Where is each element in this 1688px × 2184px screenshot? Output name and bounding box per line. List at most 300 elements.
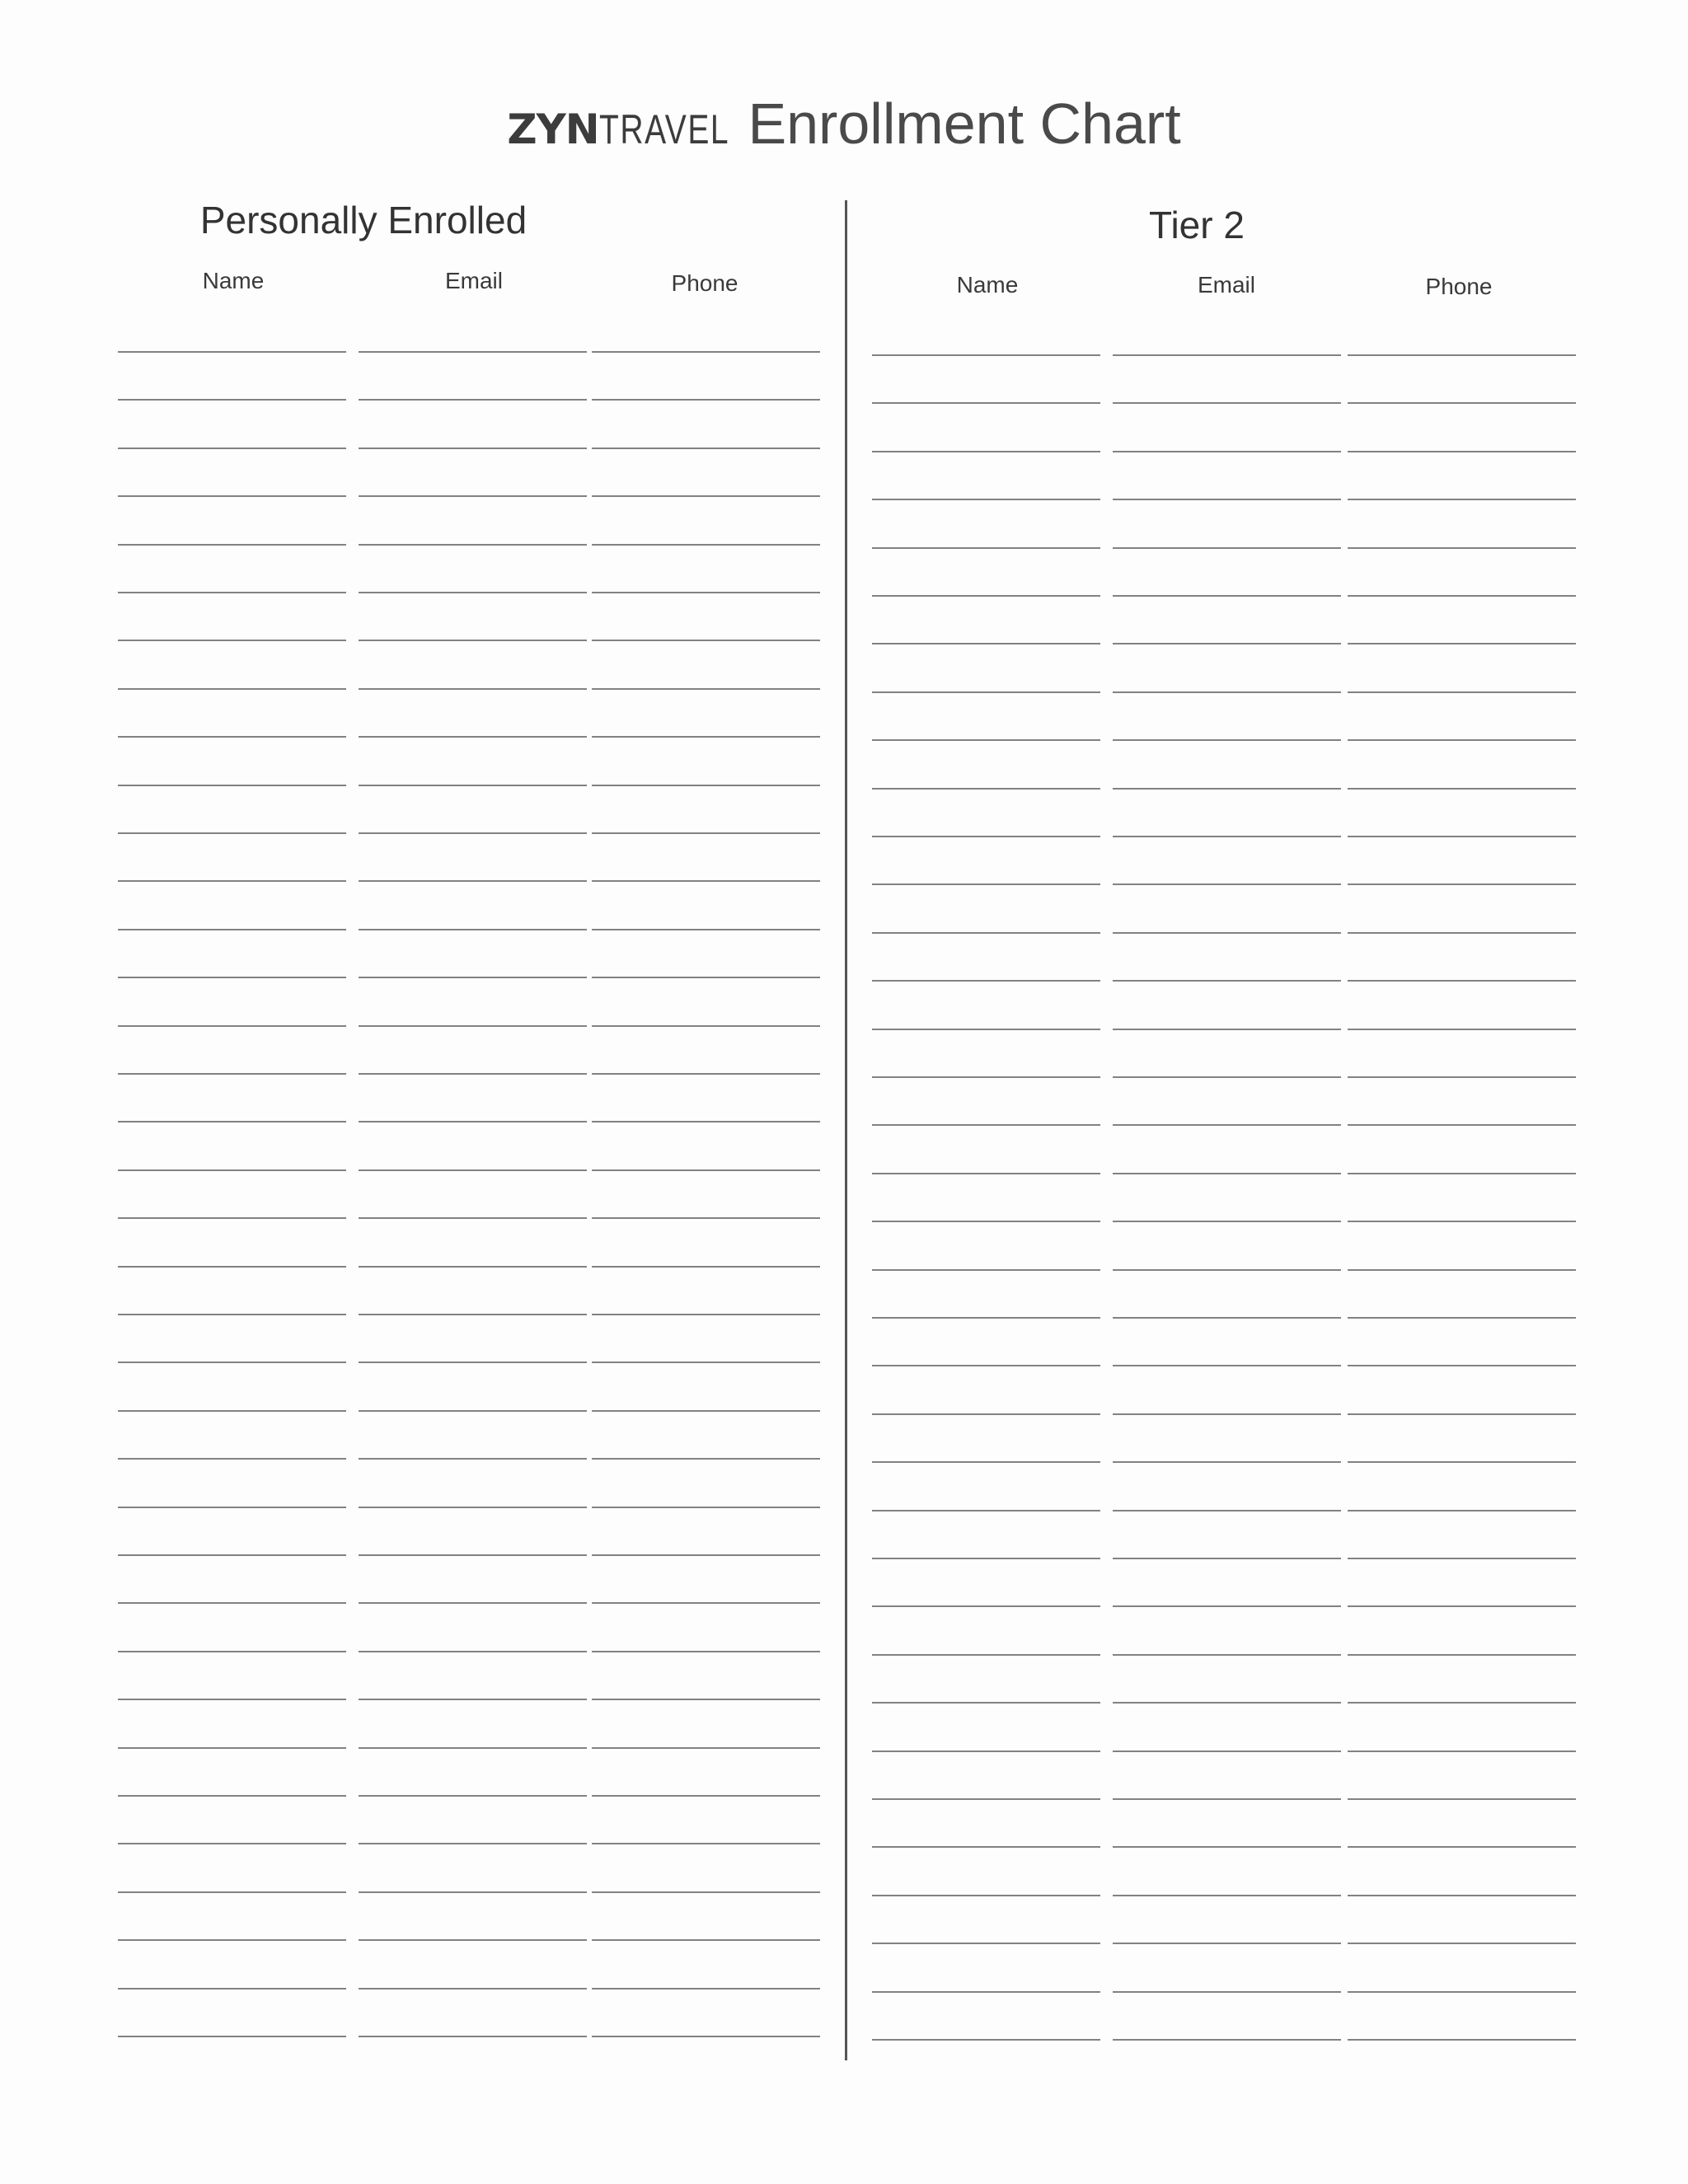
name-line[interactable] bbox=[872, 836, 1100, 837]
phone-line[interactable] bbox=[592, 351, 820, 353]
name-line[interactable] bbox=[118, 1121, 346, 1122]
entry-row bbox=[872, 595, 1578, 597]
personally-enrolled-section bbox=[118, 198, 823, 2060]
email-line[interactable] bbox=[359, 1891, 587, 1893]
entry-row bbox=[118, 1266, 823, 1268]
phone-line[interactable] bbox=[592, 1073, 820, 1075]
phone-line[interactable] bbox=[592, 1939, 820, 1941]
name-line[interactable] bbox=[872, 499, 1100, 500]
email-line[interactable] bbox=[1113, 1702, 1341, 1704]
email-line[interactable] bbox=[1113, 2039, 1341, 2041]
column-header-phone: Phone bbox=[671, 270, 738, 296]
entry-row bbox=[118, 399, 823, 401]
entry-row bbox=[118, 1988, 823, 1990]
email-line[interactable] bbox=[1113, 1269, 1341, 1271]
phone-line[interactable] bbox=[592, 1217, 820, 1219]
entry-row bbox=[118, 1795, 823, 1797]
email-line[interactable] bbox=[1113, 691, 1341, 693]
phone-line[interactable] bbox=[592, 495, 820, 497]
email-line[interactable] bbox=[359, 785, 587, 786]
phone-line[interactable] bbox=[592, 1314, 820, 1315]
phone-line[interactable] bbox=[592, 1361, 820, 1363]
entry-row bbox=[872, 1317, 1578, 1319]
name-line[interactable] bbox=[118, 1651, 346, 1652]
phone-line[interactable] bbox=[592, 448, 820, 449]
entry-row bbox=[872, 1461, 1578, 1463]
email-line[interactable] bbox=[1113, 1029, 1341, 1030]
chart-title: Enrollment Chart bbox=[748, 91, 1181, 156]
phone-line[interactable] bbox=[592, 592, 820, 593]
email-line[interactable] bbox=[359, 351, 587, 353]
phone-line[interactable] bbox=[592, 1266, 820, 1268]
phone-line[interactable] bbox=[592, 1747, 820, 1749]
email-line[interactable] bbox=[359, 1410, 587, 1412]
entry-row bbox=[118, 977, 823, 978]
name-line[interactable] bbox=[872, 1654, 1100, 1656]
entry-row bbox=[118, 929, 823, 930]
phone-line[interactable] bbox=[1348, 1605, 1576, 1607]
email-line[interactable] bbox=[359, 832, 587, 834]
phone-line[interactable] bbox=[1348, 1943, 1576, 1944]
email-line[interactable] bbox=[1113, 1895, 1341, 1896]
email-line[interactable] bbox=[359, 1169, 587, 1171]
entry-row bbox=[872, 739, 1578, 741]
email-line[interactable] bbox=[1113, 1605, 1341, 1607]
phone-line[interactable] bbox=[1348, 1510, 1576, 1511]
phone-line[interactable] bbox=[1348, 499, 1576, 500]
entry-row bbox=[118, 2036, 823, 2037]
entry-row bbox=[872, 1365, 1578, 1366]
entry-row bbox=[118, 1602, 823, 1604]
phone-line[interactable] bbox=[592, 929, 820, 930]
phone-line[interactable] bbox=[592, 1843, 820, 1844]
entry-row bbox=[118, 1073, 823, 1075]
entry-row bbox=[118, 785, 823, 786]
email-line[interactable] bbox=[1113, 980, 1341, 982]
phone-line[interactable] bbox=[1348, 1702, 1576, 1704]
phone-line[interactable] bbox=[592, 2036, 820, 2037]
email-line[interactable] bbox=[359, 1025, 587, 1027]
phone-line[interactable] bbox=[592, 544, 820, 546]
name-line[interactable] bbox=[118, 1025, 346, 1027]
phone-line[interactable] bbox=[1348, 1846, 1576, 1848]
email-line[interactable] bbox=[1113, 451, 1341, 452]
phone-line[interactable] bbox=[592, 1795, 820, 1797]
phone-line[interactable] bbox=[1348, 691, 1576, 693]
name-line[interactable] bbox=[872, 932, 1100, 934]
entry-row bbox=[872, 547, 1578, 549]
entry-row bbox=[872, 883, 1578, 885]
brand-logo bbox=[507, 105, 733, 153]
name-line[interactable] bbox=[118, 1554, 346, 1556]
entry-row bbox=[118, 1507, 823, 1508]
name-line[interactable] bbox=[872, 1991, 1100, 1993]
email-line[interactable] bbox=[1113, 1798, 1341, 1800]
phone-line[interactable] bbox=[1348, 1654, 1576, 1656]
entry-row bbox=[118, 351, 823, 353]
email-line[interactable] bbox=[359, 640, 587, 641]
name-line[interactable] bbox=[118, 929, 346, 930]
email-line[interactable] bbox=[359, 880, 587, 882]
name-line[interactable] bbox=[118, 1169, 346, 1171]
email-line[interactable] bbox=[359, 1843, 587, 1844]
phone-line[interactable] bbox=[1348, 1798, 1576, 1800]
name-line[interactable] bbox=[872, 739, 1100, 741]
name-line[interactable] bbox=[118, 832, 346, 834]
email-line[interactable] bbox=[359, 1554, 587, 1556]
name-line[interactable] bbox=[872, 788, 1100, 790]
name-line[interactable] bbox=[872, 1221, 1100, 1222]
email-line[interactable] bbox=[359, 592, 587, 593]
phone-line[interactable] bbox=[1348, 739, 1576, 741]
name-line[interactable] bbox=[872, 1895, 1100, 1896]
email-line[interactable] bbox=[1113, 499, 1341, 500]
name-line[interactable] bbox=[872, 451, 1100, 452]
entry-row bbox=[872, 354, 1578, 356]
name-line[interactable] bbox=[872, 980, 1100, 982]
email-line[interactable] bbox=[1113, 547, 1341, 549]
entry-row bbox=[872, 1029, 1578, 1030]
entry-row bbox=[118, 1699, 823, 1700]
email-line[interactable] bbox=[359, 1939, 587, 1941]
name-line[interactable] bbox=[118, 2036, 346, 2037]
name-line[interactable] bbox=[872, 1124, 1100, 1126]
phone-line[interactable] bbox=[1348, 788, 1576, 790]
name-line[interactable] bbox=[872, 1798, 1100, 1800]
phone-line[interactable] bbox=[1348, 883, 1576, 885]
email-line[interactable] bbox=[359, 1651, 587, 1652]
phone-line[interactable] bbox=[592, 399, 820, 401]
phone-line[interactable] bbox=[592, 1458, 820, 1460]
email-line[interactable] bbox=[359, 1361, 587, 1363]
entry-row bbox=[118, 1121, 823, 1122]
email-line[interactable] bbox=[1113, 1461, 1341, 1463]
email-line[interactable] bbox=[1113, 739, 1341, 741]
name-line[interactable] bbox=[872, 402, 1100, 404]
phone-line[interactable] bbox=[1348, 547, 1576, 549]
name-line[interactable] bbox=[872, 1413, 1100, 1415]
phone-line[interactable] bbox=[1348, 643, 1576, 644]
entry-row bbox=[118, 736, 823, 738]
entry-row bbox=[118, 1169, 823, 1171]
name-line[interactable] bbox=[872, 2039, 1100, 2041]
phone-line[interactable] bbox=[592, 1025, 820, 1027]
phone-line[interactable] bbox=[1348, 1365, 1576, 1366]
entry-row bbox=[872, 643, 1578, 644]
entry-row bbox=[872, 1943, 1578, 1944]
name-line[interactable] bbox=[118, 1699, 346, 1700]
phone-line[interactable] bbox=[1348, 1269, 1576, 1271]
email-line[interactable] bbox=[1113, 836, 1341, 837]
name-line[interactable] bbox=[872, 1076, 1100, 1078]
phone-line[interactable] bbox=[592, 1410, 820, 1412]
phone-line[interactable] bbox=[592, 1169, 820, 1171]
name-line[interactable] bbox=[118, 351, 346, 353]
entry-row bbox=[872, 1654, 1578, 1656]
email-line[interactable] bbox=[359, 399, 587, 401]
entry-row bbox=[872, 1798, 1578, 1800]
phone-line[interactable] bbox=[1348, 980, 1576, 982]
entry-row bbox=[872, 1221, 1578, 1222]
email-line[interactable] bbox=[1113, 1846, 1341, 1848]
email-line[interactable] bbox=[1113, 1750, 1341, 1752]
phone-line[interactable] bbox=[592, 785, 820, 786]
phone-line[interactable] bbox=[592, 1507, 820, 1508]
name-line[interactable] bbox=[872, 1558, 1100, 1559]
phone-line[interactable] bbox=[1348, 1317, 1576, 1319]
phone-line[interactable] bbox=[592, 736, 820, 738]
entry-row bbox=[118, 1554, 823, 1556]
name-line[interactable] bbox=[872, 1943, 1100, 1944]
email-line[interactable] bbox=[1113, 1317, 1341, 1319]
phone-line[interactable] bbox=[1348, 1029, 1576, 1030]
name-line[interactable] bbox=[872, 1365, 1100, 1366]
email-line[interactable] bbox=[359, 977, 587, 978]
name-line[interactable] bbox=[118, 1795, 346, 1797]
email-line[interactable] bbox=[1113, 1173, 1341, 1174]
email-line[interactable] bbox=[359, 1266, 587, 1268]
email-line[interactable] bbox=[359, 1602, 587, 1604]
name-line[interactable] bbox=[872, 1029, 1100, 1030]
entry-row bbox=[118, 1843, 823, 1844]
entry-row bbox=[872, 1269, 1578, 1271]
entry-row bbox=[872, 1750, 1578, 1752]
entry-row bbox=[872, 1558, 1578, 1559]
name-line[interactable] bbox=[118, 399, 346, 401]
name-line[interactable] bbox=[872, 1317, 1100, 1319]
email-line[interactable] bbox=[359, 1217, 587, 1219]
entry-row bbox=[872, 1702, 1578, 1704]
email-line[interactable] bbox=[1113, 1365, 1341, 1366]
phone-line[interactable] bbox=[1348, 1221, 1576, 1222]
name-line[interactable] bbox=[872, 1750, 1100, 1752]
phone-line[interactable] bbox=[592, 977, 820, 978]
column-header-name: Name bbox=[956, 272, 1019, 298]
email-line[interactable] bbox=[359, 1795, 587, 1797]
email-line[interactable] bbox=[1113, 932, 1341, 934]
name-line[interactable] bbox=[118, 1361, 346, 1363]
column-header-phone: Phone bbox=[1425, 274, 1493, 299]
name-line[interactable] bbox=[118, 1507, 346, 1508]
email-line[interactable] bbox=[1113, 1510, 1341, 1511]
email-line[interactable] bbox=[1113, 1413, 1341, 1415]
email-line[interactable] bbox=[1113, 1654, 1341, 1656]
phone-line[interactable] bbox=[1348, 402, 1576, 404]
entry-row bbox=[118, 1410, 823, 1412]
email-line[interactable] bbox=[1113, 354, 1341, 356]
phone-line[interactable] bbox=[592, 1988, 820, 1990]
phone-line[interactable] bbox=[1348, 1124, 1576, 1126]
phone-line[interactable] bbox=[592, 1699, 820, 1700]
phone-line[interactable] bbox=[592, 880, 820, 882]
name-line[interactable] bbox=[118, 977, 346, 978]
entry-row bbox=[118, 1458, 823, 1460]
column-header-email: Email bbox=[444, 268, 503, 293]
phone-line[interactable] bbox=[592, 1891, 820, 1893]
email-line[interactable] bbox=[1113, 1124, 1341, 1126]
email-line[interactable] bbox=[359, 1314, 587, 1315]
phone-line[interactable] bbox=[1348, 595, 1576, 597]
entry-row bbox=[872, 1846, 1578, 1848]
email-line[interactable] bbox=[359, 2036, 587, 2037]
phone-line[interactable] bbox=[592, 1651, 820, 1652]
phone-line[interactable] bbox=[1348, 451, 1576, 452]
brand-logo-bold: ZYN bbox=[507, 105, 599, 153]
entry-row bbox=[118, 1361, 823, 1363]
entry-row bbox=[118, 495, 823, 497]
email-line[interactable] bbox=[359, 544, 587, 546]
email-line[interactable] bbox=[359, 736, 587, 738]
entry-row bbox=[118, 1217, 823, 1219]
phone-line[interactable] bbox=[1348, 1750, 1576, 1752]
name-line[interactable] bbox=[872, 1510, 1100, 1511]
entry-row bbox=[118, 1025, 823, 1027]
email-line[interactable] bbox=[1113, 643, 1341, 644]
name-line[interactable] bbox=[118, 1410, 346, 1412]
name-line[interactable] bbox=[872, 1173, 1100, 1174]
email-line[interactable] bbox=[359, 1458, 587, 1460]
section-title: Personally Enrolled bbox=[199, 199, 528, 241]
name-line[interactable] bbox=[872, 643, 1100, 644]
email-line[interactable] bbox=[359, 1988, 587, 1990]
phone-line[interactable] bbox=[1348, 354, 1576, 356]
email-line[interactable] bbox=[1113, 595, 1341, 597]
entry-row bbox=[118, 1651, 823, 1652]
entry-row bbox=[118, 1939, 823, 1941]
section-title: Tier 2 bbox=[1149, 204, 1245, 246]
name-line[interactable] bbox=[118, 1891, 346, 1893]
entry-row bbox=[118, 592, 823, 593]
name-line[interactable] bbox=[118, 544, 346, 546]
entry-row bbox=[118, 448, 823, 449]
column-header-name: Name bbox=[202, 268, 265, 293]
phone-line[interactable] bbox=[1348, 2039, 1576, 2041]
name-line[interactable] bbox=[118, 448, 346, 449]
email-line[interactable] bbox=[359, 1507, 587, 1508]
email-line[interactable] bbox=[359, 929, 587, 930]
name-line[interactable] bbox=[872, 595, 1100, 597]
email-line[interactable] bbox=[359, 448, 587, 449]
entry-row bbox=[118, 1314, 823, 1315]
phone-line[interactable] bbox=[592, 1121, 820, 1122]
name-line[interactable] bbox=[872, 1269, 1100, 1271]
email-line[interactable] bbox=[1113, 1076, 1341, 1078]
name-line[interactable] bbox=[118, 640, 346, 641]
name-line[interactable] bbox=[118, 495, 346, 497]
name-line[interactable] bbox=[118, 1988, 346, 1990]
email-line[interactable] bbox=[359, 1747, 587, 1749]
name-line[interactable] bbox=[118, 1266, 346, 1268]
name-line[interactable] bbox=[872, 1846, 1100, 1848]
entry-row bbox=[872, 1895, 1578, 1896]
entry-row bbox=[872, 691, 1578, 693]
entry-row bbox=[872, 932, 1578, 934]
entry-row bbox=[872, 1173, 1578, 1174]
name-line[interactable] bbox=[872, 1461, 1100, 1463]
email-line[interactable] bbox=[359, 1121, 587, 1122]
email-line[interactable] bbox=[359, 495, 587, 497]
phone-line[interactable] bbox=[1348, 1895, 1576, 1896]
name-line[interactable] bbox=[118, 688, 346, 690]
email-line[interactable] bbox=[359, 1699, 587, 1700]
email-line[interactable] bbox=[1113, 1991, 1341, 1993]
phone-line[interactable] bbox=[1348, 1413, 1576, 1415]
entry-row bbox=[118, 688, 823, 690]
entry-row bbox=[872, 1413, 1578, 1415]
phone-line[interactable] bbox=[592, 688, 820, 690]
phone-line[interactable] bbox=[1348, 1076, 1576, 1078]
phone-line[interactable] bbox=[592, 1554, 820, 1556]
entry-row bbox=[118, 640, 823, 641]
name-line[interactable] bbox=[872, 691, 1100, 693]
entry-row bbox=[872, 2039, 1578, 2041]
entry-row bbox=[118, 832, 823, 834]
name-line[interactable] bbox=[118, 1217, 346, 1219]
name-line[interactable] bbox=[872, 547, 1100, 549]
entry-row bbox=[872, 1124, 1578, 1126]
email-line[interactable] bbox=[1113, 1558, 1341, 1559]
phone-line[interactable] bbox=[592, 832, 820, 834]
name-line[interactable] bbox=[118, 1843, 346, 1844]
name-line[interactable] bbox=[118, 592, 346, 593]
name-line[interactable] bbox=[118, 1602, 346, 1604]
brand-logo-light: TRAVEL bbox=[598, 106, 729, 152]
name-line[interactable] bbox=[118, 1314, 346, 1315]
entry-row bbox=[872, 1510, 1578, 1511]
phone-line[interactable] bbox=[1348, 1558, 1576, 1559]
phone-line[interactable] bbox=[592, 1602, 820, 1604]
email-line[interactable] bbox=[1113, 402, 1341, 404]
name-line[interactable] bbox=[872, 883, 1100, 885]
email-line[interactable] bbox=[1113, 1943, 1341, 1944]
entry-row bbox=[118, 1747, 823, 1749]
phone-line[interactable] bbox=[1348, 1991, 1576, 1993]
entry-row bbox=[872, 451, 1578, 452]
name-line[interactable] bbox=[118, 1458, 346, 1460]
name-line[interactable] bbox=[118, 736, 346, 738]
phone-line[interactable] bbox=[592, 640, 820, 641]
email-line[interactable] bbox=[1113, 1221, 1341, 1222]
entry-row bbox=[872, 1605, 1578, 1607]
entry-row bbox=[118, 544, 823, 546]
name-line[interactable] bbox=[118, 1073, 346, 1075]
name-line[interactable] bbox=[872, 1702, 1100, 1704]
entry-row bbox=[872, 1076, 1578, 1078]
entry-row bbox=[872, 402, 1578, 404]
email-line[interactable] bbox=[1113, 788, 1341, 790]
phone-line[interactable] bbox=[1348, 836, 1576, 837]
column-header-email: Email bbox=[1197, 272, 1255, 298]
name-line[interactable] bbox=[118, 880, 346, 882]
phone-line[interactable] bbox=[1348, 932, 1576, 934]
phone-line[interactable] bbox=[1348, 1461, 1576, 1463]
email-line[interactable] bbox=[359, 1073, 587, 1075]
email-line[interactable] bbox=[359, 688, 587, 690]
name-line[interactable] bbox=[118, 1747, 346, 1749]
name-line[interactable] bbox=[872, 1605, 1100, 1607]
email-line[interactable] bbox=[1113, 883, 1341, 885]
entry-row bbox=[118, 1891, 823, 1893]
name-line[interactable] bbox=[872, 354, 1100, 356]
name-line[interactable] bbox=[118, 1939, 346, 1941]
name-line[interactable] bbox=[118, 785, 346, 786]
entry-row bbox=[872, 980, 1578, 982]
entry-row bbox=[872, 1991, 1578, 1993]
section-divider bbox=[845, 200, 847, 2060]
entry-row bbox=[872, 788, 1578, 790]
phone-line[interactable] bbox=[1348, 1173, 1576, 1174]
page-title bbox=[0, 91, 1688, 157]
